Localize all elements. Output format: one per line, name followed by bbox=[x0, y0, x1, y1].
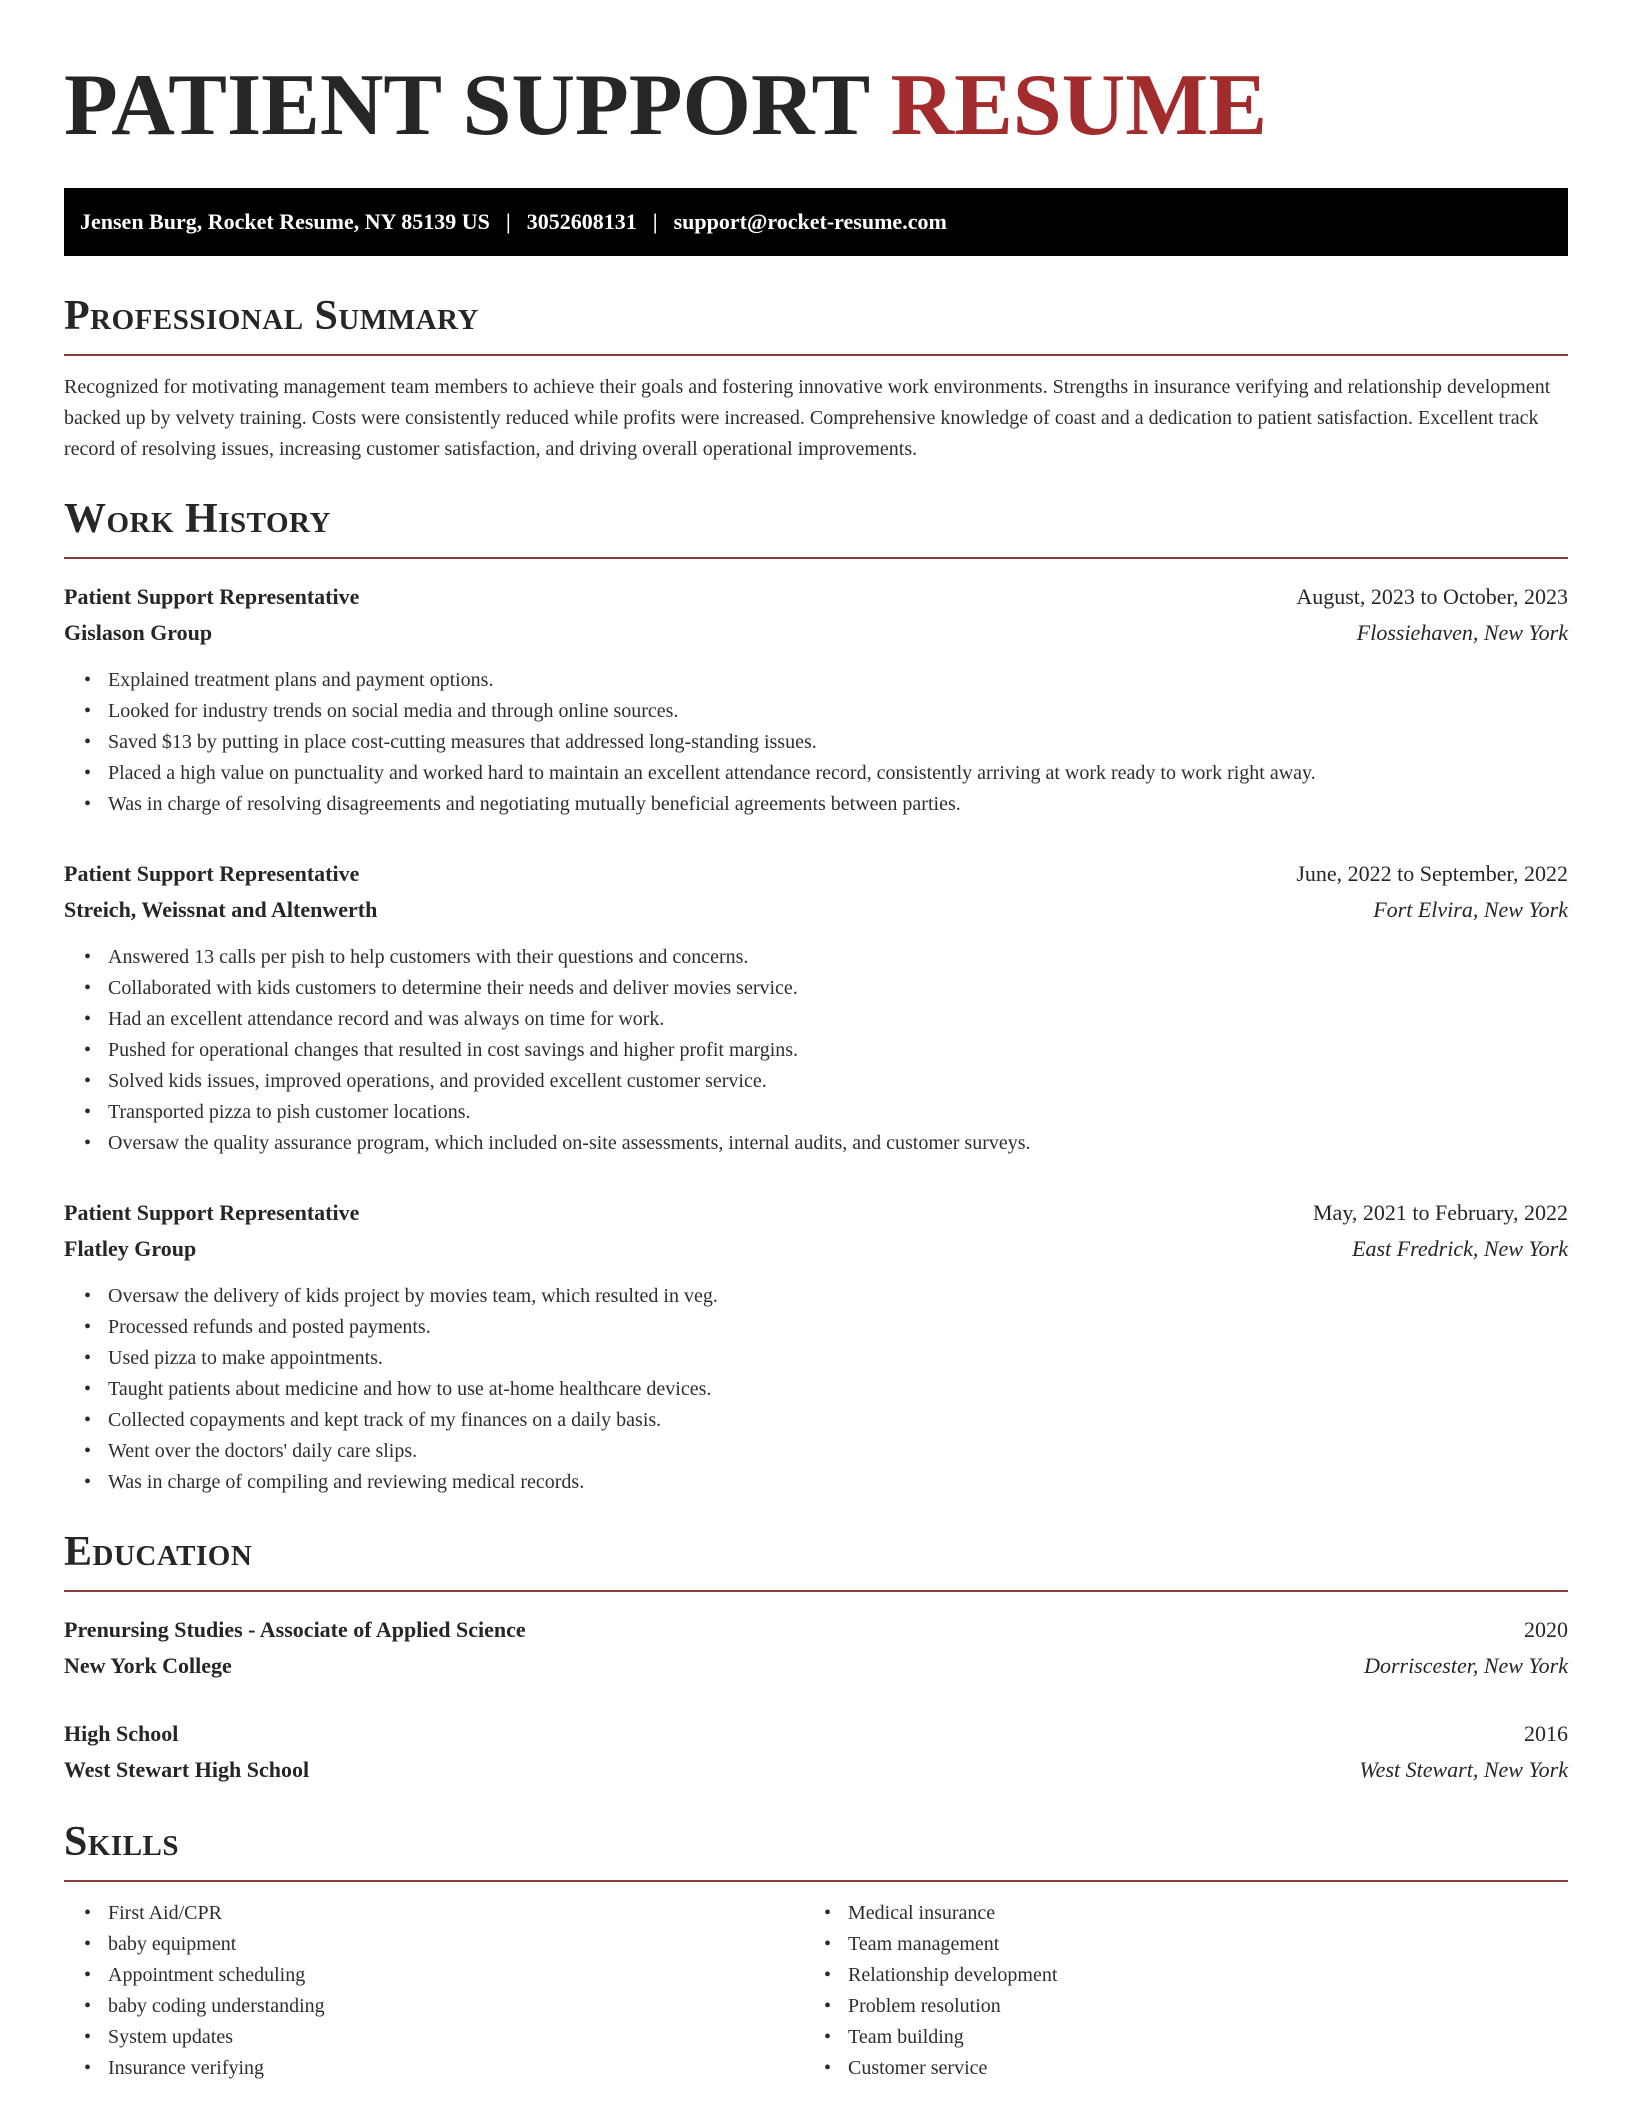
education-entry bbox=[64, 1612, 1568, 1684]
job-entry bbox=[64, 856, 1568, 1159]
edu-location: West Stewart, New York bbox=[1359, 1757, 1568, 1782]
list-item: • Transported pizza to pish customer locations. bbox=[108, 1097, 1568, 1128]
resume-title bbox=[64, 56, 1568, 160]
contact-bar bbox=[64, 188, 1568, 256]
section-heading: Skills bbox=[64, 1819, 180, 1865]
education-entry bbox=[64, 1716, 1568, 1788]
section-divider bbox=[64, 1590, 1568, 1592]
section-divider bbox=[64, 1880, 1568, 1882]
skill-item: • Medical insurance bbox=[848, 1898, 1544, 1929]
edu-school: New York College bbox=[64, 1653, 232, 1678]
list-item: • Collected copayments and kept track of my finances on a daily basis. bbox=[108, 1405, 1568, 1436]
skill-item: • Appointment scheduling bbox=[108, 1960, 804, 1991]
skill-item: • Insurance verifying bbox=[108, 2053, 804, 2084]
skills-column-left bbox=[64, 1898, 804, 2084]
job-bullets bbox=[64, 942, 1568, 1159]
edu-location: Dorriscester, New York bbox=[1364, 1653, 1568, 1678]
job-title: Patient Support Representative bbox=[64, 584, 360, 609]
list-item: • Had an excellent attendance record and was always on time for work. bbox=[108, 1004, 1568, 1035]
list-item: • Used pizza to make appointments. bbox=[108, 1343, 1568, 1374]
list-item: • Processed refunds and posted payments. bbox=[108, 1312, 1568, 1343]
section-divider bbox=[64, 557, 1568, 559]
skill-item: • Relationship development bbox=[848, 1960, 1544, 1991]
skill-item: • baby equipment bbox=[108, 1929, 804, 1960]
list-item: • Answered 13 calls per pish to help customers with their questions and concerns. bbox=[108, 942, 1568, 973]
skill-item: • Team building bbox=[848, 2022, 1544, 2053]
list-item: • Solved kids issues, improved operations, and provided excellent customer service. bbox=[108, 1066, 1568, 1097]
job-location: East Fredrick, New York bbox=[1352, 1236, 1568, 1261]
skills-list bbox=[804, 1898, 1544, 2084]
skills-section bbox=[64, 1816, 1568, 2084]
skills-list bbox=[64, 1898, 804, 2084]
list-item: • Collaborated with kids customers to determine their needs and deliver movies service. bbox=[108, 973, 1568, 1004]
job-company: Streich, Weissnat and Altenwerth bbox=[64, 897, 378, 922]
list-item: • Placed a high value on punctuality and worked hard to maintain an excellent attendance record, consistently arriving at work ready to work right away. bbox=[108, 758, 1568, 789]
section-heading: Professional Summary bbox=[64, 293, 479, 339]
contact-phone: 3052608131 bbox=[526, 209, 637, 234]
list-item: • Was in charge of resolving disagreements and negotiating mutually beneficial agreements between parties. bbox=[108, 789, 1568, 820]
work-history-section bbox=[64, 493, 1568, 1498]
skills-grid bbox=[64, 1898, 1568, 2084]
list-item: • Was in charge of compiling and reviewing medical records. bbox=[108, 1467, 1568, 1498]
job-title: Patient Support Representative bbox=[64, 1200, 360, 1225]
job-dates: August, 2023 to October, 2023 bbox=[1296, 584, 1568, 609]
job-location: Flossiehaven, New York bbox=[1356, 620, 1568, 645]
job-dates: May, 2021 to February, 2022 bbox=[1313, 1200, 1568, 1225]
job-bullets bbox=[64, 665, 1568, 820]
skill-item: • Problem resolution bbox=[848, 1991, 1544, 2022]
title-main: PATIENT SUPPORT bbox=[64, 57, 869, 154]
skill-item: • Team management bbox=[848, 1929, 1544, 1960]
job-company: Gislason Group bbox=[64, 620, 213, 645]
job-entry bbox=[64, 579, 1568, 820]
contact-address: Jensen Burg, Rocket Resume, NY 85139 US bbox=[80, 209, 490, 234]
list-item: • Oversaw the delivery of kids project by movies team, which resulted in veg. bbox=[108, 1281, 1568, 1312]
list-item: • Went over the doctors' daily care slips. bbox=[108, 1436, 1568, 1467]
job-company: Flatley Group bbox=[64, 1236, 197, 1261]
contact-separator: | bbox=[505, 209, 511, 234]
skill-item: • First Aid/CPR bbox=[108, 1898, 804, 1929]
list-item: • Pushed for operational changes that resulted in cost savings and higher profit margins. bbox=[108, 1035, 1568, 1066]
education-section bbox=[64, 1526, 1568, 1788]
contact-separator: | bbox=[652, 209, 658, 234]
skills-column-right bbox=[804, 1898, 1544, 2084]
skill-item: • baby coding understanding bbox=[108, 1991, 804, 2022]
edu-degree: High School bbox=[64, 1721, 179, 1746]
section-divider bbox=[64, 354, 1568, 356]
job-bullets bbox=[64, 1281, 1568, 1498]
list-item: • Saved $13 by putting in place cost-cutting measures that addressed long-standing issues. bbox=[108, 727, 1568, 758]
list-item: • Looked for industry trends on social media and through online sources. bbox=[108, 696, 1568, 727]
title-accent: RESUME bbox=[890, 57, 1268, 154]
edu-year: 2016 bbox=[1524, 1721, 1568, 1746]
list-item: • Taught patients about medicine and how to use at-home healthcare devices. bbox=[108, 1374, 1568, 1405]
summary-section bbox=[64, 290, 1568, 465]
skill-item: • Customer service bbox=[848, 2053, 1544, 2084]
job-title: Patient Support Representative bbox=[64, 861, 360, 886]
job-location: Fort Elvira, New York bbox=[1373, 897, 1568, 922]
job-dates: June, 2022 to September, 2022 bbox=[1296, 861, 1568, 886]
contact-email[interactable]: support@rocket-resume.com bbox=[673, 209, 947, 234]
summary-text: Recognized for motivating management team members to achieve their goals and fostering innovative work environments. Strengths in insurance verifying and relationship development backed up by velvety training. Costs were consistently reduced while profits were increased. Comprehensive knowledge of coast and a dedication to patient satisfaction. Excellent track record of resolving issues, increasing customer satisfaction, and driving overall operational improvements. bbox=[64, 376, 1551, 460]
skill-item: • System updates bbox=[108, 2022, 804, 2053]
section-heading: Work History bbox=[64, 496, 331, 542]
edu-school: West Stewart High School bbox=[64, 1757, 310, 1782]
list-item: • Explained treatment plans and payment options. bbox=[108, 665, 1568, 696]
list-item: • Oversaw the quality assurance program, which included on-site assessments, internal audits, and customer surveys. bbox=[108, 1128, 1568, 1159]
edu-year: 2020 bbox=[1524, 1617, 1568, 1642]
section-heading: Education bbox=[64, 1529, 253, 1575]
job-entry bbox=[64, 1195, 1568, 1498]
edu-degree: Prenursing Studies - Associate of Applied Science bbox=[64, 1617, 526, 1642]
